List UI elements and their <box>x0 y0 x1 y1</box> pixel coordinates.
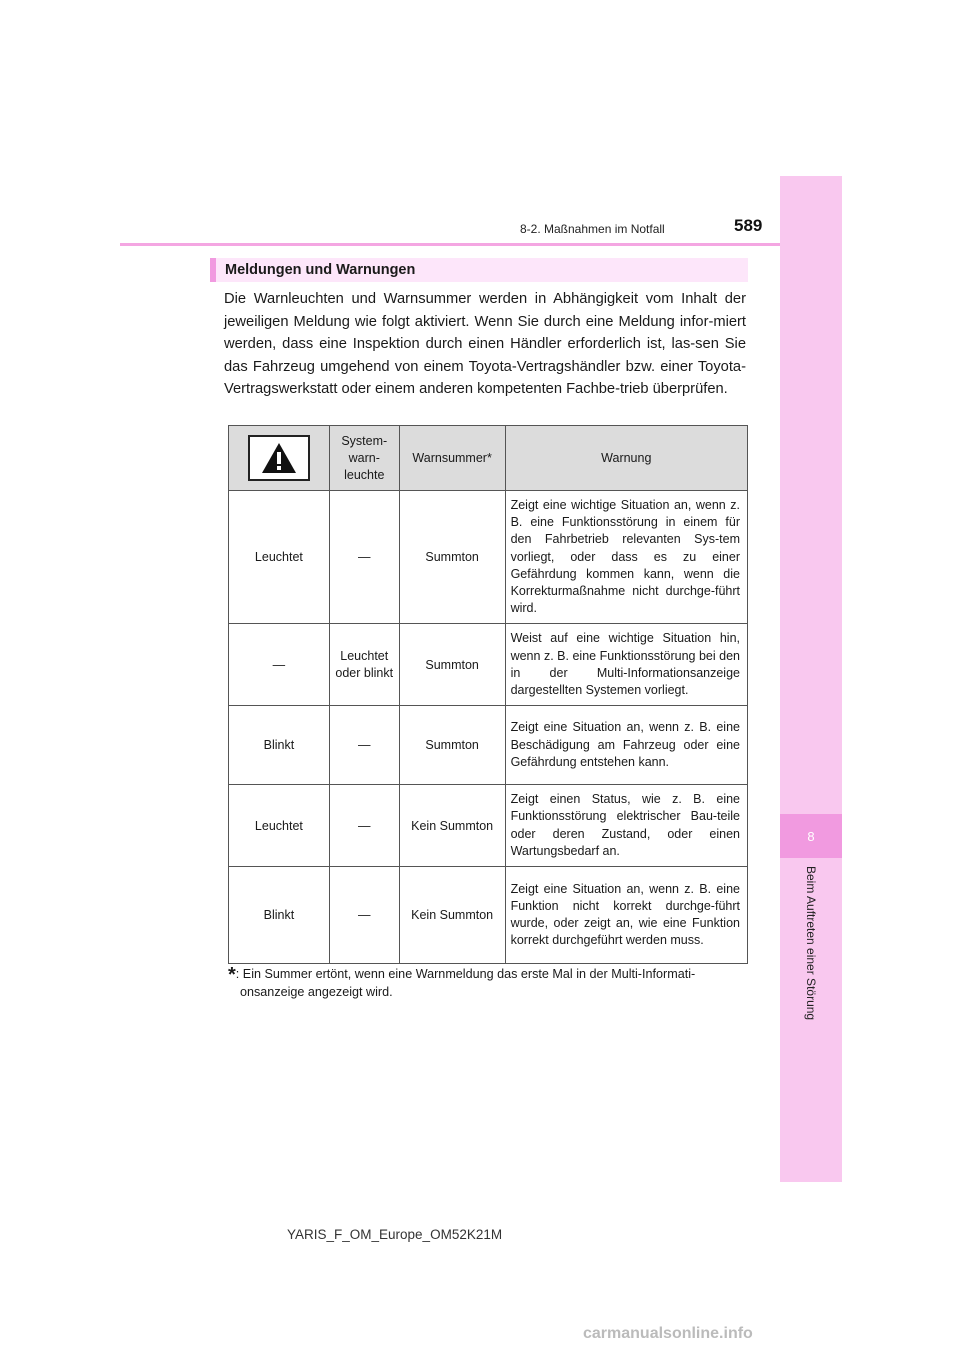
footnote-line1: : Ein Summer ertönt, wenn eine Warnmeldung das erste Mal in der Multi-Informati- <box>235 967 696 981</box>
chapter-number-badge: 8 <box>780 814 842 858</box>
table-header-row <box>229 426 748 491</box>
cell-system-light: — <box>329 491 399 624</box>
warning-table <box>228 425 748 964</box>
warning-triangle-icon <box>248 435 310 481</box>
cell-icon-state: Blinkt <box>229 867 330 964</box>
chapter-side-label <box>780 866 842 1166</box>
table-row <box>229 785 748 867</box>
cell-warning: Zeigt einen Status, wie z. B. eine Funktionsstörung elektrischer Bau-teile oder deren Zustand, oder einen Wartungsbedarf an. <box>505 785 747 867</box>
cell-icon-state: Leuchtet <box>229 491 330 624</box>
table-row <box>229 706 748 785</box>
header-rule <box>120 243 780 246</box>
footnote-line2: onsanzeige angezeigt wird. <box>240 985 393 999</box>
cell-icon-state: Blinkt <box>229 706 330 785</box>
header-system-light: System- warn- leuchte <box>329 426 399 491</box>
chapter-side-tab <box>780 176 842 1182</box>
page-number: 589 <box>734 216 763 235</box>
table-row <box>229 491 748 624</box>
cell-warning: Zeigt eine wichtige Situation an, wenn z. B. eine Funktionsstörung in einem für den Fahrbetrieb relevanten Sys-tem vorliegt, oder dass es zu einer Gefährdung kommen kann, wenn die Korrekturmaßnahme nicht durchge-führt wird. <box>505 491 747 624</box>
cell-system-light: — <box>329 706 399 785</box>
cell-buzzer: Summton <box>399 491 505 624</box>
document-code: YARIS_F_OM_Europe_OM52K21M <box>287 1227 503 1242</box>
section-heading-text: Meldungen und Warnungen <box>225 262 416 278</box>
cell-buzzer: Summton <box>399 706 505 785</box>
cell-system-light: — <box>329 785 399 867</box>
cell-warning: Weist auf eine wichtige Situation hin, wenn z. B. eine Funktionsstörung bei den in der Multi-Informationsanzeige dargestellten Systemen vorliegt. <box>505 624 747 706</box>
footnote <box>228 966 748 1001</box>
cell-warning: Zeigt eine Situation an, wenn z. B. eine Funktion nicht korrekt durchge-führt wurde, oder zeigt an, wie eine Funktion korrekt durchgeführt werden muss. <box>505 867 747 964</box>
cell-system-light: — <box>329 867 399 964</box>
watermark: carmanualsonline.info <box>583 1325 753 1342</box>
cell-icon-state: — <box>229 624 330 706</box>
header-warning: Warnung <box>505 426 747 491</box>
table-row <box>229 867 748 964</box>
cell-warning: Zeigt eine Situation an, wenn z. B. eine Beschädigung am Fahrzeug oder eine Gefährdung entstehen kann. <box>505 706 747 785</box>
cell-buzzer: Kein Summton <box>399 867 505 964</box>
intro-paragraph: Die Warnleuchten und Warnsummer werden in Abhängigkeit vom Inhalt der jeweiligen Meldung wie folgt aktiviert. Wenn Sie durch eine Meldung infor-miert werden, dass eine Inspektion durch einen Händler erforderlich ist, las-sen Sie das Fahrzeug umgehend von einem Toyota-Vertragshändler bzw. einer Toyota-Vertragswerkstatt oder einem anderen kompetenten Fachbe-trieb überprüfen. <box>224 291 746 397</box>
footnote-marker: * <box>228 964 236 986</box>
cell-buzzer: Summton <box>399 624 505 706</box>
table-row <box>229 624 748 706</box>
chapter-side-label-text: Beim Auftreten einer Störung <box>804 866 818 1021</box>
header-icon-cell <box>229 426 330 491</box>
header-buzzer: Warnsummer* <box>399 426 505 491</box>
cell-icon-state: Leuchtet <box>229 785 330 867</box>
chapter-header: 8-2. Maßnahmen im Notfall <box>520 222 665 236</box>
section-heading <box>210 258 748 282</box>
cell-system-light: Leuchtet oder blinkt <box>329 624 399 706</box>
cell-buzzer: Kein Summton <box>399 785 505 867</box>
